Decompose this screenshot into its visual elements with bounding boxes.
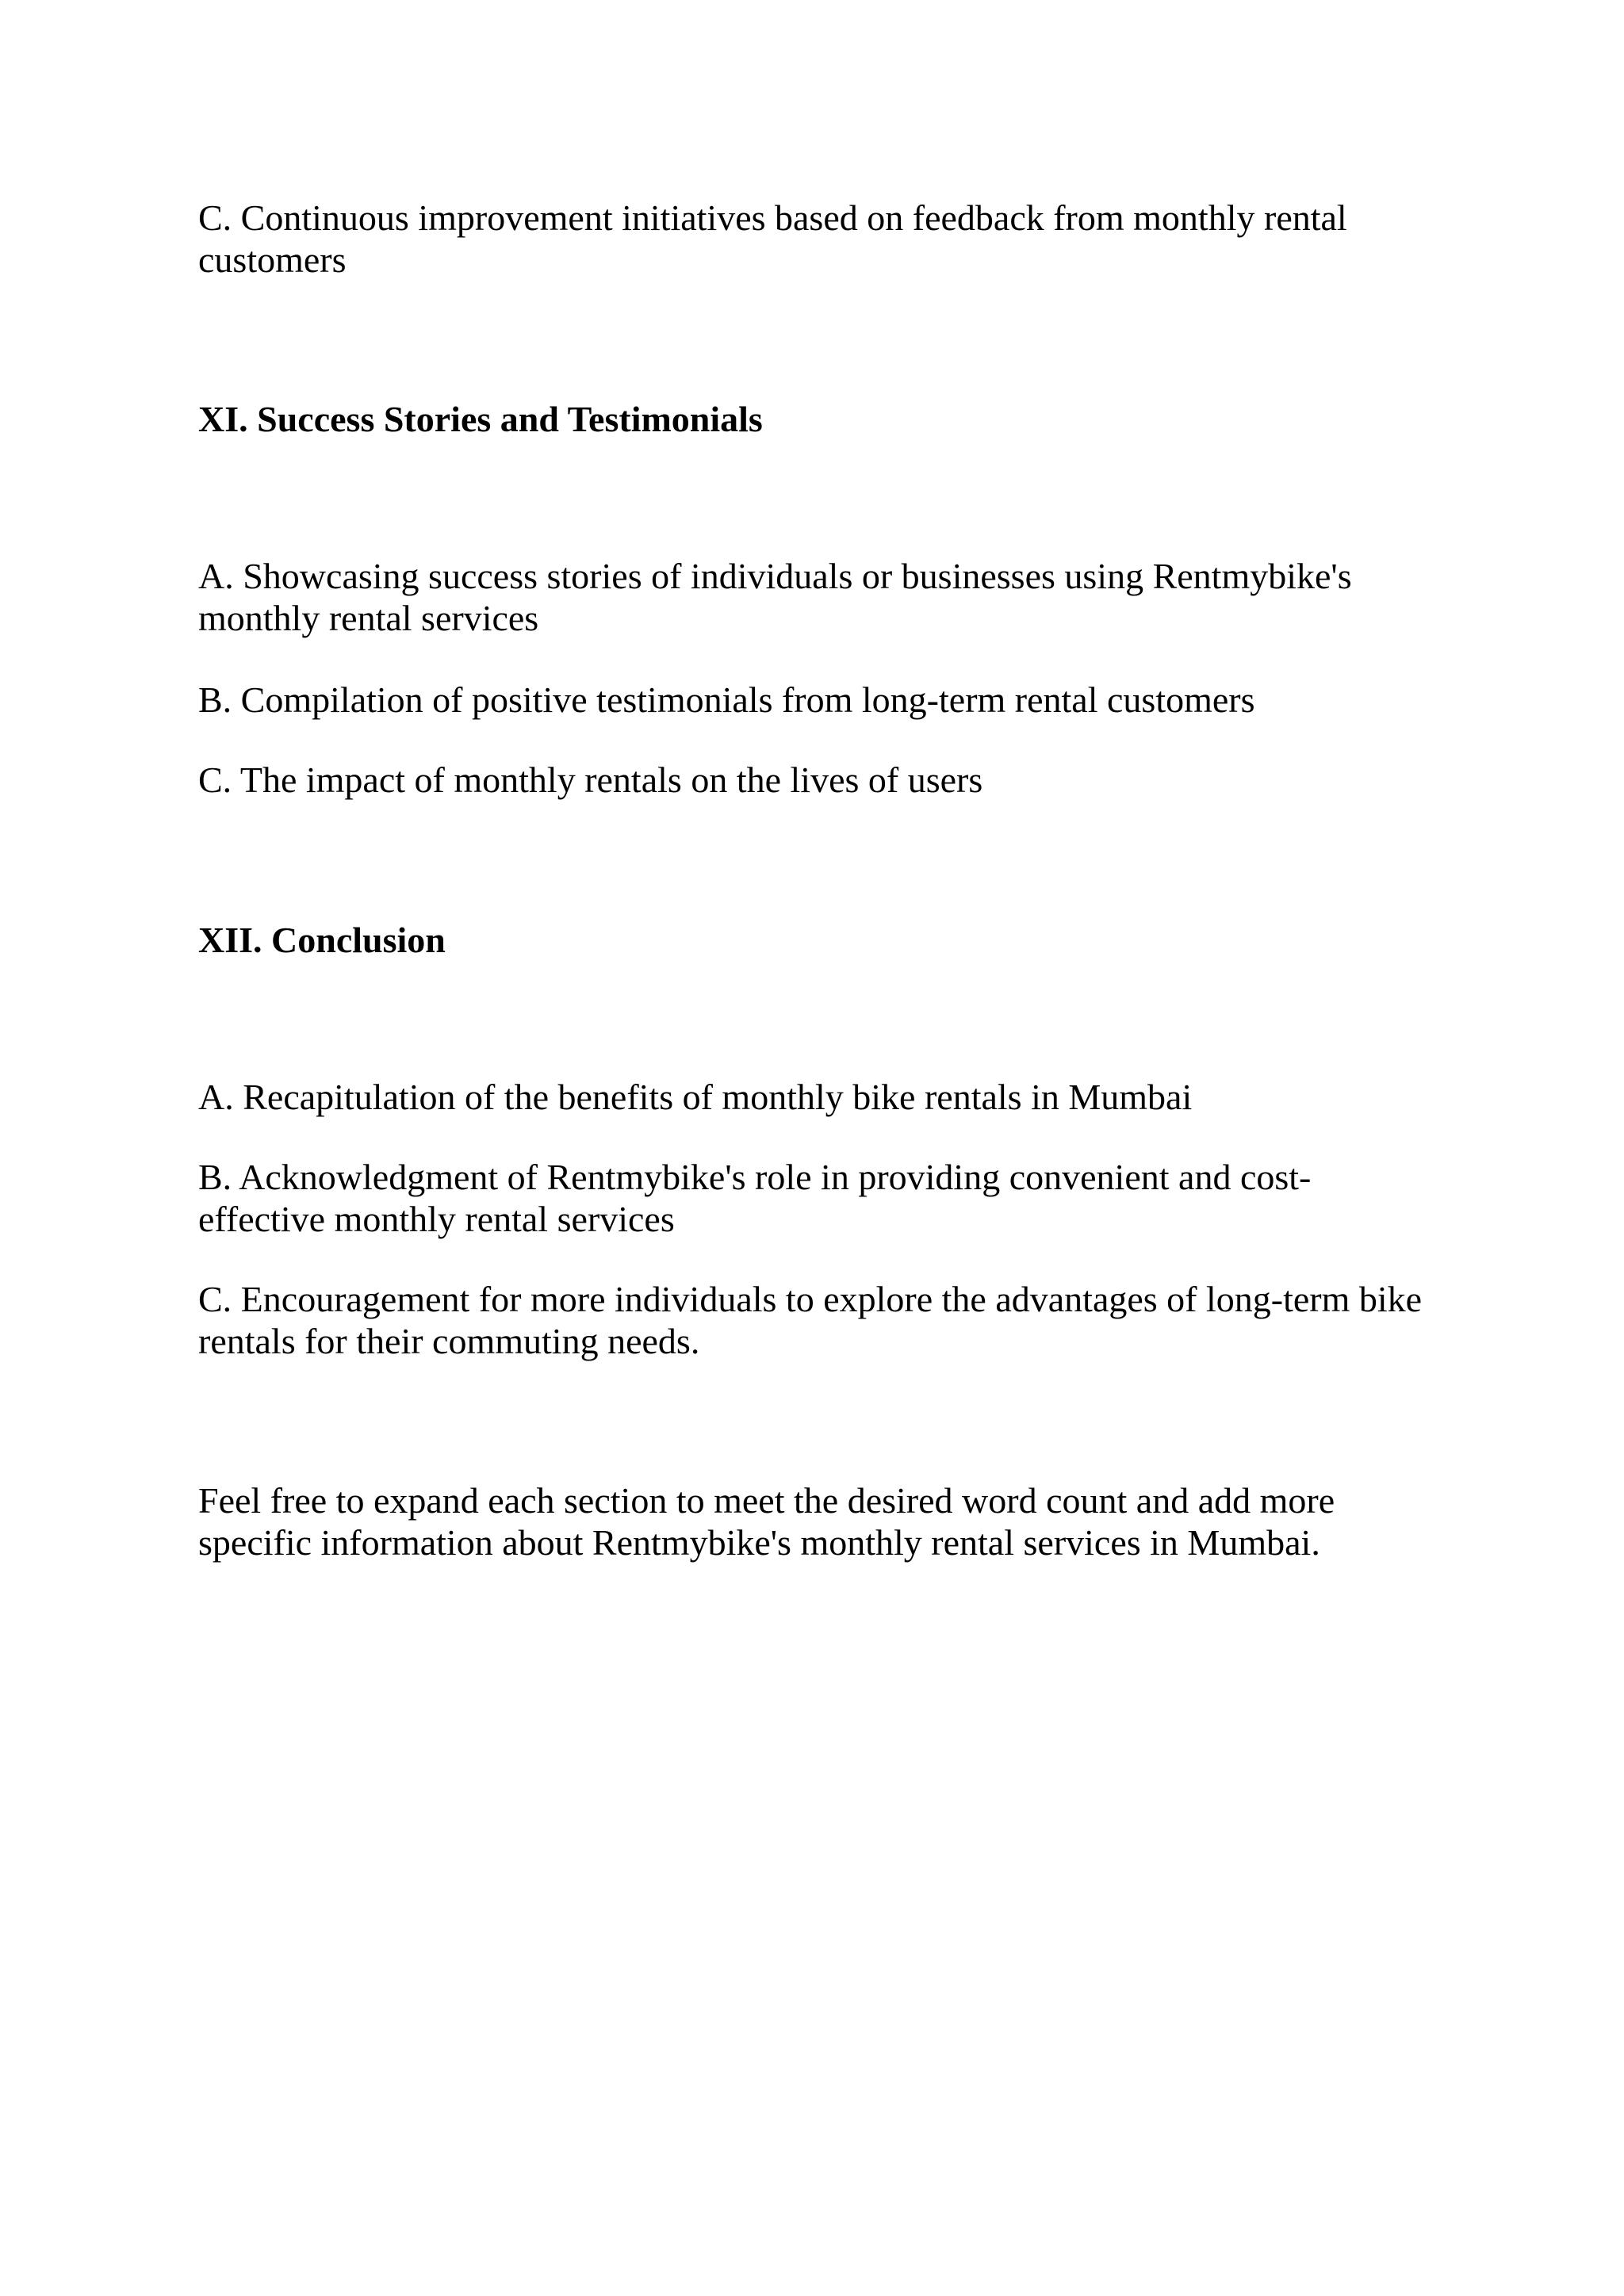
section-xii-item-a: A. Recapitulation of the benefits of monthly bike rentals in Mumbai — [198, 1077, 1193, 1117]
improvement-initiatives-item: C. Continuous improvement initiatives based on feedback from monthly rental customers — [198, 197, 1347, 280]
section-xi-item-b: B. Compilation of positive testimonials from long-term rental customers — [198, 679, 1255, 720]
section-xii-item-b: B. Acknowledgment of Rentmybike's role in providing convenient and cost-effective monthly rental services — [198, 1157, 1312, 1239]
section-xi-heading: XI. Success Stories and Testimonials — [198, 399, 763, 439]
closing-note: Feel free to expand each section to meet the desired word count and add more specific information about Rentmybike's monthly rental services in Mumbai. — [198, 1480, 1335, 1563]
section-xi-item-c: C. The impact of monthly rentals on the lives of users — [198, 760, 983, 800]
section-xi-item-a: A. Showcasing success stories of individuals or businesses using Rentmybike's monthly rental services — [198, 556, 1352, 638]
section-xii-heading: XII. Conclusion — [198, 920, 446, 960]
section-xii-item-c: C. Encouragement for more individuals to explore the advantages of long-term bike rentals for their commuting needs. — [198, 1279, 1423, 1361]
